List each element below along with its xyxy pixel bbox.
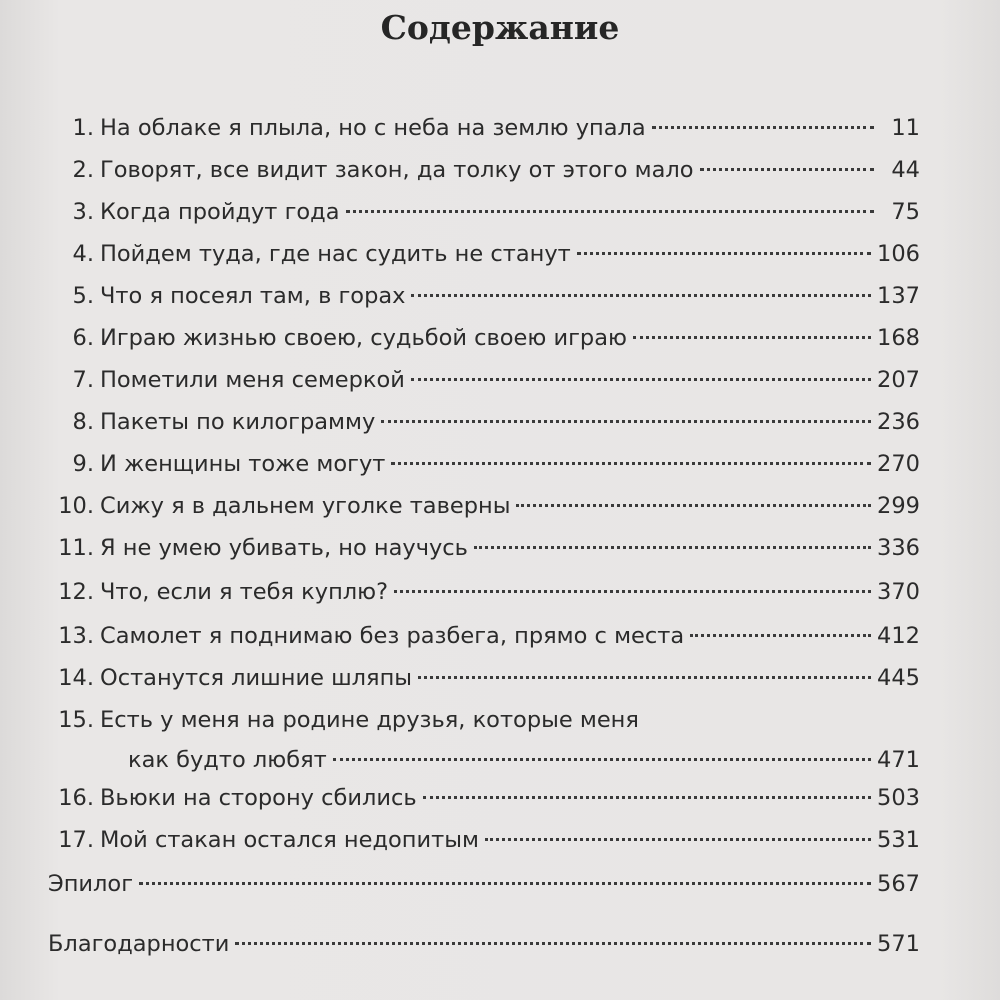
entry-title: На облаке я плыла, но с неба на землю упала (100, 115, 646, 141)
dot-leader (633, 336, 871, 339)
toc-entry[interactable] (0, 108, 920, 148)
entry-page: 471 (877, 747, 920, 773)
entry-number: 10. (58, 493, 94, 519)
entry-title: Когда пройдут года (100, 199, 340, 225)
toc-entry[interactable] (0, 192, 920, 232)
entry-number: 9. (72, 451, 94, 477)
entry-title: Пакеты по килограмму (100, 409, 376, 435)
entry-number: 8. (72, 409, 94, 435)
entry-page: 75 (891, 199, 920, 225)
toc-entry[interactable] (0, 778, 920, 818)
entry-title: Играю жизнью своею, судьбой своею играю (100, 325, 627, 351)
toc-entry[interactable] (0, 820, 920, 860)
toc-entry[interactable] (0, 616, 920, 656)
entry-title: И женщины тоже могут (100, 451, 386, 477)
toc-entry[interactable] (0, 360, 920, 400)
toc-entry[interactable] (0, 528, 920, 568)
dot-leader (652, 126, 874, 129)
dot-leader (690, 634, 871, 637)
entry-title: Что я посеял там, в горах (100, 283, 406, 309)
dot-leader (411, 378, 871, 381)
entry-number: 5. (72, 283, 94, 309)
entry-page: 44 (891, 157, 920, 183)
entry-title: Пойдем туда, где нас судить не станут (100, 241, 571, 267)
entry-number: 13. (58, 623, 94, 649)
entry-number: 17. (58, 827, 94, 853)
toc-entry[interactable] (0, 318, 920, 358)
dot-leader (391, 462, 871, 465)
entry-title: Благодарности (48, 931, 230, 957)
toc-entry[interactable] (0, 150, 920, 190)
toc-entry-multiline[interactable] (0, 700, 920, 782)
dot-leader (474, 546, 871, 549)
toc-entry[interactable] (0, 444, 920, 484)
toc-entry-acknowledgements[interactable] (0, 924, 920, 964)
dot-leader (485, 838, 871, 841)
dot-leader (346, 210, 874, 213)
entry-number: 15. (58, 707, 94, 733)
entry-number: 3. (72, 199, 94, 225)
entry-title-line2: как будто любят (128, 747, 327, 773)
toc-entry[interactable] (0, 276, 920, 316)
entry-page: 531 (877, 827, 920, 853)
entry-title: Самолет я поднимаю без разбега, прямо с места (100, 623, 685, 649)
entry-title: Эпилог (48, 871, 134, 897)
dot-leader (381, 420, 871, 423)
dot-leader (577, 252, 871, 255)
entry-number: 12. (58, 579, 94, 605)
entry-page: 412 (877, 623, 920, 649)
entry-title: Что, если я тебя куплю? (100, 579, 389, 605)
dot-leader (418, 676, 871, 679)
entry-title: Вьюки на сторону сбились (100, 785, 417, 811)
entry-number: 1. (72, 115, 94, 141)
entry-page: 236 (877, 409, 920, 435)
entry-page: 207 (877, 367, 920, 393)
toc-entry[interactable] (0, 402, 920, 442)
entry-page: 503 (877, 785, 920, 811)
toc-entry[interactable] (0, 234, 920, 274)
entry-number: 14. (58, 665, 94, 691)
entry-page: 336 (877, 535, 920, 561)
dot-leader (235, 942, 871, 945)
dot-leader (333, 758, 871, 761)
toc-entry[interactable] (0, 486, 920, 526)
entry-page: 106 (877, 241, 920, 267)
dot-leader (700, 168, 874, 171)
toc-entry[interactable] (0, 572, 920, 612)
entry-title: Я не умею убивать, но научусь (100, 535, 468, 561)
entry-page: 445 (877, 665, 920, 691)
entry-title-line1: Есть у меня на родине друзья, которые меня (100, 707, 639, 733)
entry-number: 11. (58, 535, 94, 561)
entry-number: 2. (72, 157, 94, 183)
dot-leader (411, 294, 871, 297)
page-title: Содержание (380, 8, 620, 47)
entry-title: Говорят, все видит закон, да толку от этого мало (100, 157, 694, 183)
toc-entry-epilogue[interactable] (0, 864, 920, 904)
dot-leader (139, 882, 871, 885)
toc-entry[interactable] (0, 658, 920, 698)
entry-page: 11 (891, 115, 920, 141)
entry-page: 567 (877, 871, 920, 897)
dot-leader (394, 590, 871, 593)
entry-number: 16. (58, 785, 94, 811)
entry-page: 137 (877, 283, 920, 309)
entry-number: 6. (72, 325, 94, 351)
entry-page: 370 (877, 579, 920, 605)
dot-leader (423, 796, 871, 799)
entry-title: Сижу я в дальнем уголке таверны (100, 493, 511, 519)
entry-page: 571 (877, 931, 920, 957)
entry-number: 7. (72, 367, 94, 393)
entry-page: 270 (877, 451, 920, 477)
entry-page: 299 (877, 493, 920, 519)
entry-title: Останутся лишние шляпы (100, 665, 413, 691)
entry-title: Пометили меня семеркой (100, 367, 405, 393)
entry-title: Мой стакан остался недопитым (100, 827, 479, 853)
dot-leader (516, 504, 871, 507)
entry-number: 4. (72, 241, 94, 267)
entry-page: 168 (877, 325, 920, 351)
